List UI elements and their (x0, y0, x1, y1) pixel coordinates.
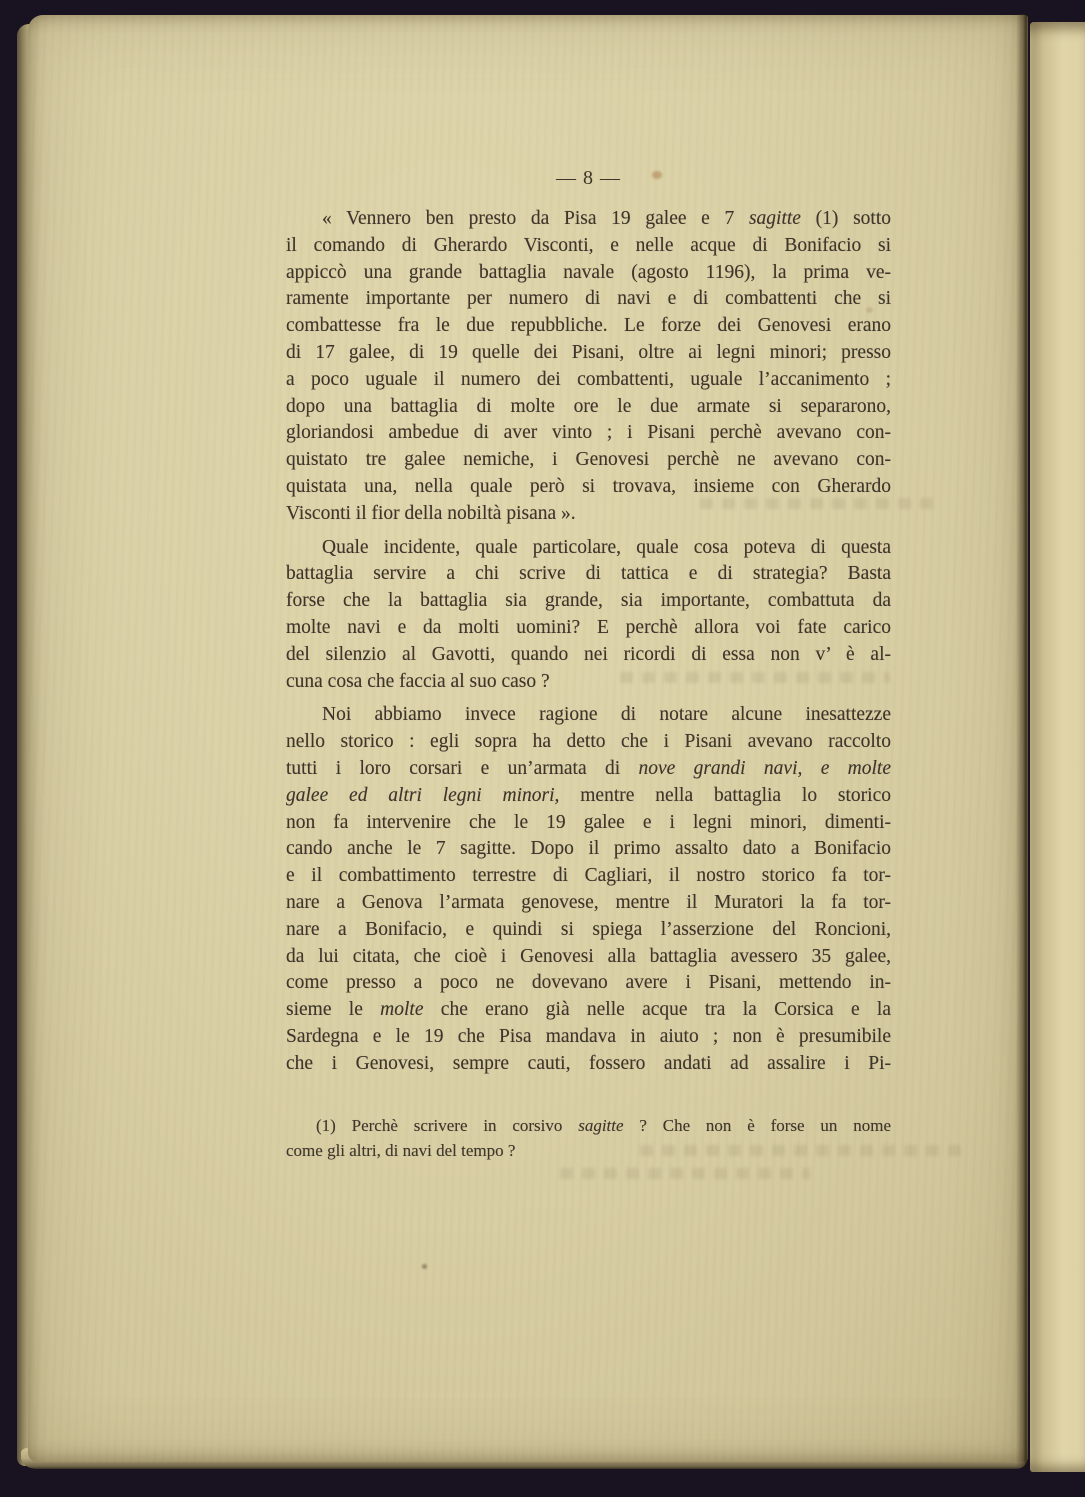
text-segment: come presso a poco ne dovevano avere i Pisani, mettendo in- (286, 972, 891, 994)
text-segment: (1) sotto (800, 208, 891, 229)
text-line (286, 474, 891, 501)
ink-showthrough-mark (700, 498, 935, 509)
text-line (286, 997, 891, 1024)
page-gutter-shadow (1016, 14, 1030, 1467)
page-number: — 8 — (556, 167, 621, 189)
italic-text: nove grandi navi, e molte (638, 757, 891, 779)
text-line (286, 970, 891, 997)
book-page (28, 15, 1028, 1462)
text-segment: forse che la battaglia sia grande, sia importante, combattuta da (286, 590, 891, 612)
text-line (286, 917, 891, 944)
text-segment: cando anche le 7 sagitte. Dopo il primo assalto dato a Bonifacio (286, 838, 891, 860)
next-page-fore-edge (1030, 22, 1085, 1472)
text-line (286, 535, 891, 562)
ink-showthrough-mark (560, 1168, 810, 1179)
text-segment: Noi abbiamo invece ragione di notare alcune inesattezze (322, 704, 891, 726)
text-segment: Sardegna e le 19 che Pisa mandava in aiuto ; non è presumibile (286, 1025, 891, 1047)
text-segment: « Vennero ben presto da Pisa 19 galee e 7 (322, 208, 749, 229)
text-segment: tutti i loro corsari e un’armata di (286, 757, 639, 779)
ink-showthrough-mark (620, 672, 890, 683)
text-line (286, 313, 891, 340)
text-segment: che erano già nelle acque tra la Corsica e la (423, 999, 891, 1021)
text-line (286, 1024, 891, 1051)
body-text (286, 206, 891, 1078)
text-line (286, 890, 891, 917)
text-line (286, 588, 891, 615)
text-line (286, 286, 891, 313)
age-spot (422, 1264, 427, 1269)
body-paragraph (286, 206, 891, 528)
text-line (286, 233, 891, 260)
text-line (286, 447, 891, 474)
text-line (286, 206, 891, 233)
text-segment: mentre nella battaglia lo storico (559, 784, 891, 806)
text-segment: non fa intervenire che le 19 galee e i legni minori, dimenti- (286, 811, 891, 833)
text-line (286, 729, 891, 756)
text-segment: ramente importante per numero di navi e di combattenti che si (286, 288, 891, 310)
italic-text: galee ed altri legni minori, (286, 784, 560, 806)
text-segment: da lui citata, che cioè i Genovesi alla battaglia avessero 35 galee, (286, 945, 891, 967)
text-line (286, 642, 891, 669)
text-line (286, 944, 891, 971)
text-line (286, 615, 891, 642)
text-segment: Visconti il fior della nobiltà pisana ». (286, 502, 576, 524)
text-segment: del silenzio al Gavotti, quando nei ricordi di essa non v’ è al- (286, 643, 891, 665)
text-segment: combattesse fra le due repubbliche. Le forze dei Genovesi erano (286, 315, 891, 337)
text-line (286, 394, 891, 421)
text-segment: dopo una battaglia di molte ore le due armate si separarono, (286, 395, 891, 417)
ink-showthrough-mark (640, 1145, 970, 1156)
age-spot (866, 307, 873, 313)
text-segment: cuna cosa che faccia al suo caso ? (286, 670, 550, 692)
text-segment: nello storico : egli sopra ha detto che i Pisani avevano raccolto (286, 731, 891, 753)
text-line (286, 810, 891, 837)
italic-text: sagitte (578, 1116, 624, 1135)
text-segment: sieme le (286, 999, 381, 1021)
italic-text: sagitte (748, 208, 801, 229)
text-segment: di 17 galee, di 19 quelle dei Pisani, oltre ai legni minori; presso (286, 341, 891, 363)
text-segment: molte navi e da molti uomini? E perchè allora voi fate carico (286, 616, 891, 638)
text-line (286, 783, 891, 810)
text-segment: che i Genovesi, sempre cauti, fossero andati ad assalire i Pi- (286, 1052, 891, 1074)
text-segment: Quale incidente, quale particolare, quale cosa poteva di questa (322, 536, 891, 558)
text-segment: a poco uguale il numero dei combattenti, uguale l’accanimento ; (286, 368, 891, 390)
body-paragraph (286, 702, 891, 1077)
text-segment: quistata una, nella quale però si trovava, insieme con Gherardo (286, 475, 891, 497)
text-line (286, 863, 891, 890)
text-segment: nare a Bonifacio, e quindi si spiega l’asserzione del Roncioni, (286, 918, 891, 940)
text-line (286, 340, 891, 367)
text-segment: (1) Perchè scrivere in corsivo (316, 1116, 579, 1135)
text-segment: appiccò una grande battaglia navale (agosto 1196), la prima ve- (286, 261, 891, 283)
text-line (286, 702, 891, 729)
text-line (286, 367, 891, 394)
text-line (286, 260, 891, 287)
text-segment: e il combattimento terrestre di Cagliari, il nostro storico fa tor- (286, 865, 891, 887)
text-segment: ? Che non è forse un nome (623, 1116, 891, 1135)
text-line (286, 1114, 891, 1139)
text-line (286, 420, 891, 447)
text-segment: come gli altri, di navi del tempo ? (286, 1140, 516, 1160)
italic-text: molte (380, 999, 424, 1021)
text-line (286, 561, 891, 588)
text-segment: nare a Genova l’armata genovese, mentre il Muratori la fa tor- (286, 891, 891, 913)
text-line (286, 756, 891, 783)
text-line (286, 836, 891, 863)
text-segment: quistato tre galee nemiche, i Genovesi perchè ne avevano con- (286, 449, 891, 471)
text-line (286, 1051, 891, 1078)
text-segment: il comando di Gherardo Visconti, e nelle acque di Bonifacio si (286, 234, 891, 256)
text-segment: battaglia servire a chi scrive di tattica e di strategia? Basta (286, 563, 891, 585)
text-segment: gloriandosi ambedue di aver vinto ; i Pisani perchè avevano con- (286, 422, 891, 444)
age-spot (652, 171, 662, 179)
